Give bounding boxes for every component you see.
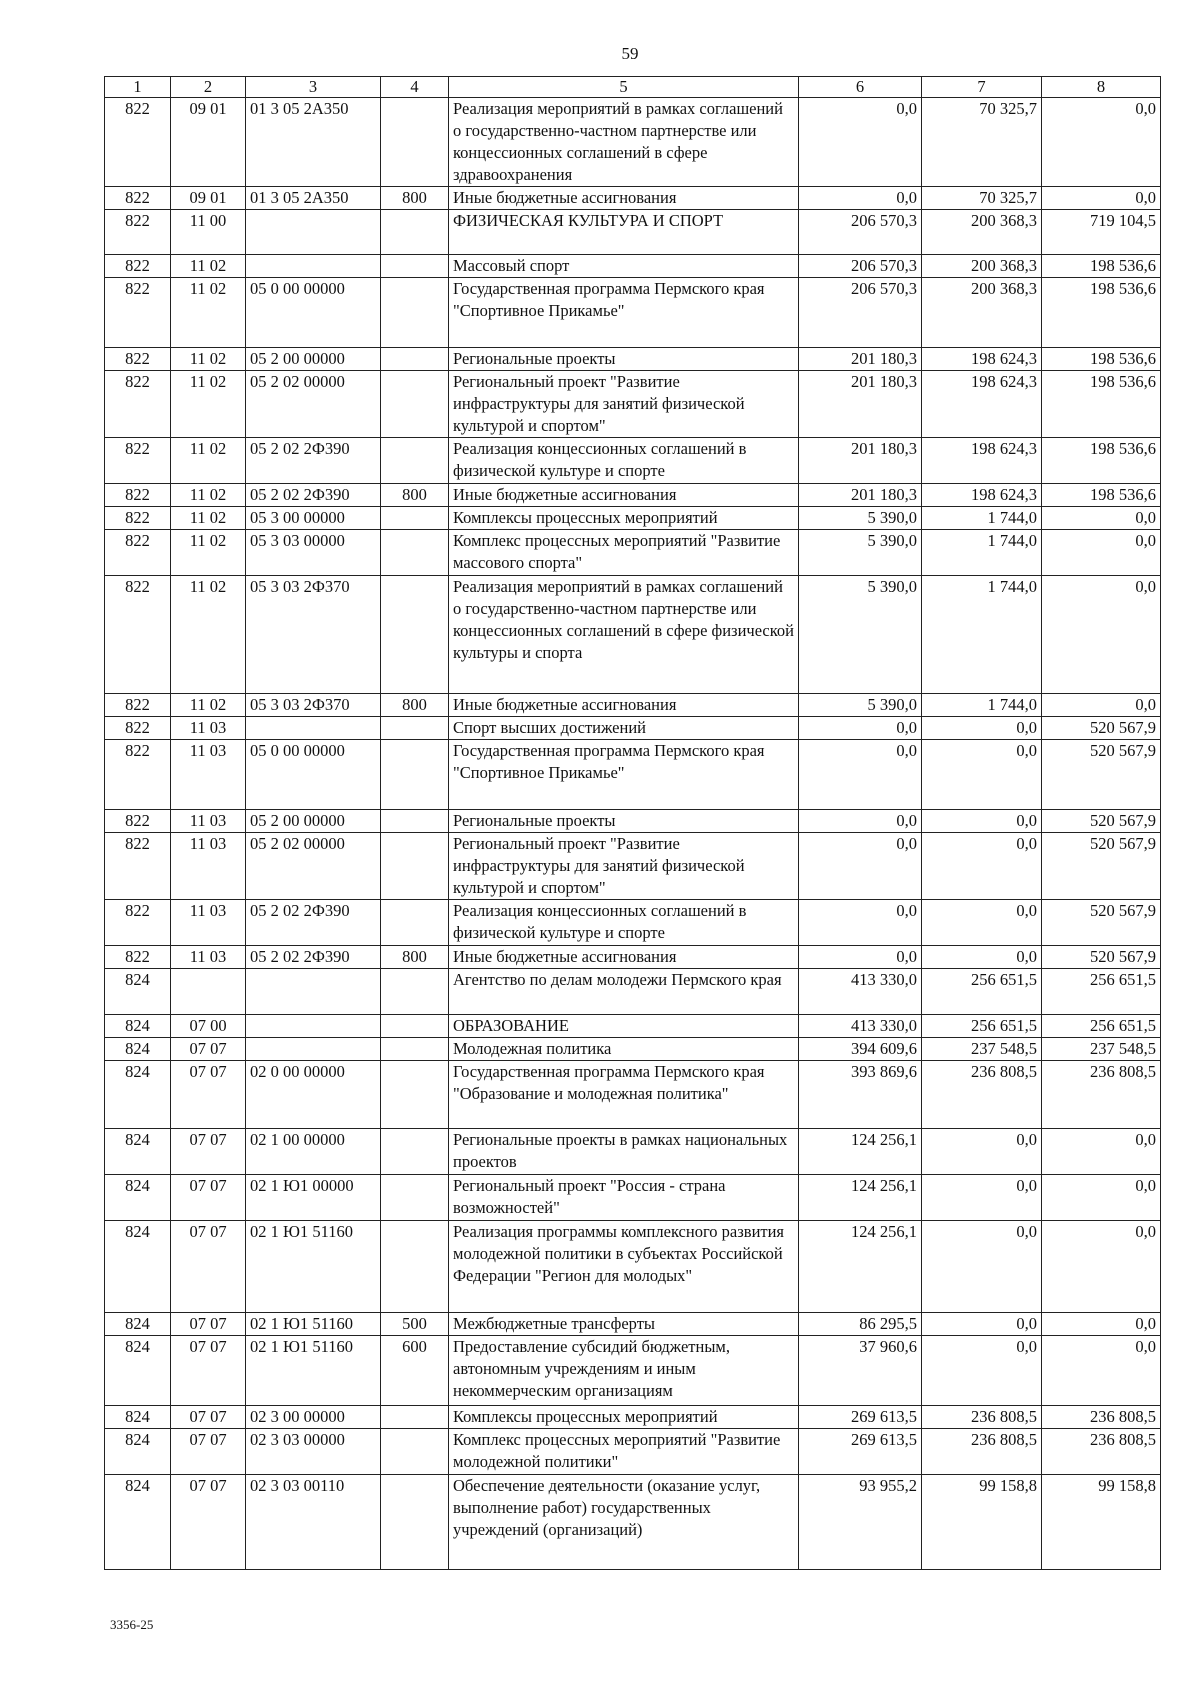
section-code-cell: 09 01 [171,187,246,210]
ministry-code-cell: 824 [105,1015,171,1038]
target-article-cell: 05 3 03 2Ф370 [246,576,381,694]
amount-col8-cell: 0,0 [1042,507,1161,530]
expense-type-cell [381,740,449,810]
amount-col7-cell: 198 624,3 [922,438,1042,484]
ministry-code-cell: 822 [105,900,171,946]
amount-col8-cell: 198 536,6 [1042,438,1161,484]
amount-col6-cell: 201 180,3 [799,438,922,484]
description-cell: Региональный проект "Развитие инфраструктуры для занятий физической культурой и спортом" [449,833,799,900]
column-header: 3 [246,77,381,98]
table-row [105,98,1161,187]
target-article-cell: 05 2 02 2Ф390 [246,946,381,969]
expense-type-cell [381,576,449,694]
column-header: 5 [449,77,799,98]
ministry-code-cell: 822 [105,576,171,694]
table-row [105,507,1161,530]
amount-col7-cell: 256 651,5 [922,969,1042,1015]
amount-col7-cell: 1 744,0 [922,530,1042,576]
amount-col7-cell: 0,0 [922,833,1042,900]
amount-col6-cell: 413 330,0 [799,1015,922,1038]
amount-col8-cell: 237 548,5 [1042,1038,1161,1061]
expense-type-cell [381,1406,449,1429]
expense-type-cell [381,1475,449,1570]
amount-col6-cell: 201 180,3 [799,348,922,371]
table-row [105,1406,1161,1429]
amount-col6-cell: 124 256,1 [799,1129,922,1175]
amount-col7-cell: 200 368,3 [922,255,1042,278]
amount-col7-cell: 1 744,0 [922,576,1042,694]
table-row [105,900,1161,946]
amount-col7-cell: 256 651,5 [922,1015,1042,1038]
table-row [105,833,1161,900]
amount-col6-cell: 0,0 [799,810,922,833]
section-code-cell: 11 02 [171,348,246,371]
target-article-cell [246,210,381,255]
description-cell: Государственная программа Пермского края "Спортивное Прикамье" [449,740,799,810]
section-code-cell: 11 02 [171,371,246,438]
expense-type-cell [381,371,449,438]
table-row [105,438,1161,484]
description-cell: Межбюджетные трансферты [449,1313,799,1336]
amount-col6-cell: 201 180,3 [799,484,922,507]
table-row [105,1475,1161,1570]
description-cell: Региональный проект "Развитие инфраструктуры для занятий физической культурой и спортом" [449,371,799,438]
ministry-code-cell: 822 [105,278,171,348]
target-article-cell: 05 2 02 00000 [246,833,381,900]
amount-col8-cell: 198 536,6 [1042,371,1161,438]
amount-col6-cell: 269 613,5 [799,1429,922,1475]
ministry-code-cell: 824 [105,1313,171,1336]
table-row [105,1221,1161,1313]
target-article-cell: 02 1 Ю1 51160 [246,1221,381,1313]
amount-col8-cell: 0,0 [1042,530,1161,576]
ministry-code-cell: 824 [105,1038,171,1061]
target-article-cell [246,1038,381,1061]
amount-col8-cell: 0,0 [1042,1313,1161,1336]
target-article-cell: 02 1 Ю1 51160 [246,1313,381,1336]
amount-col6-cell: 93 955,2 [799,1475,922,1570]
amount-col6-cell: 5 390,0 [799,530,922,576]
target-article-cell: 02 1 00 00000 [246,1129,381,1175]
expense-type-cell [381,810,449,833]
target-article-cell: 02 1 Ю1 51160 [246,1336,381,1406]
amount-col7-cell: 236 808,5 [922,1406,1042,1429]
amount-col8-cell: 99 158,8 [1042,1475,1161,1570]
expense-type-cell [381,438,449,484]
amount-col8-cell: 198 536,6 [1042,255,1161,278]
target-article-cell: 05 3 03 00000 [246,530,381,576]
description-cell: Реализация концессионных соглашений в физической культуре и спорте [449,900,799,946]
amount-col7-cell: 236 808,5 [922,1429,1042,1475]
amount-col7-cell: 70 325,7 [922,98,1042,187]
section-code-cell: 11 02 [171,278,246,348]
table-row [105,717,1161,740]
expense-type-cell [381,1129,449,1175]
ministry-code-cell: 822 [105,946,171,969]
table-body [105,98,1161,1570]
column-header: 1 [105,77,171,98]
amount-col8-cell: 256 651,5 [1042,1015,1161,1038]
target-article-cell: 02 3 00 00000 [246,1406,381,1429]
section-code-cell: 11 00 [171,210,246,255]
section-code-cell: 07 07 [171,1175,246,1221]
amount-col6-cell: 0,0 [799,187,922,210]
amount-col8-cell: 0,0 [1042,1129,1161,1175]
table-row [105,969,1161,1015]
column-header: 4 [381,77,449,98]
amount-col7-cell: 0,0 [922,900,1042,946]
ministry-code-cell: 822 [105,371,171,438]
description-cell: Комплекс процессных мероприятий "Развитие массового спорта" [449,530,799,576]
section-code-cell: 07 07 [171,1429,246,1475]
ministry-code-cell: 824 [105,1175,171,1221]
page-number: 59 [621,44,639,63]
footer-code: 3356-25 [110,1617,154,1632]
amount-col8-cell: 520 567,9 [1042,810,1161,833]
amount-col8-cell: 198 536,6 [1042,484,1161,507]
expense-type-cell [381,900,449,946]
target-article-cell: 05 2 02 2Ф390 [246,484,381,507]
section-code-cell: 07 07 [171,1336,246,1406]
description-cell: ОБРАЗОВАНИЕ [449,1015,799,1038]
amount-col7-cell: 198 624,3 [922,371,1042,438]
expense-type-cell [381,255,449,278]
amount-col8-cell: 0,0 [1042,1336,1161,1406]
table-row [105,576,1161,694]
amount-col8-cell: 520 567,9 [1042,740,1161,810]
amount-col6-cell: 394 609,6 [799,1038,922,1061]
description-cell: ФИЗИЧЕСКАЯ КУЛЬТУРА И СПОРТ [449,210,799,255]
description-cell: Реализация программы комплексного развития молодежной политики в субъектах Российской Федерации "Регион для молодых" [449,1221,799,1313]
description-cell: Агентство по делам молодежи Пермского края [449,969,799,1015]
target-article-cell [246,969,381,1015]
ministry-code-cell: 822 [105,348,171,371]
description-cell: Государственная программа Пермского края "Спортивное Прикамье" [449,278,799,348]
target-article-cell [246,1015,381,1038]
description-cell: Реализация концессионных соглашений в физической культуре и спорте [449,438,799,484]
section-code-cell: 11 02 [171,484,246,507]
amount-col7-cell: 1 744,0 [922,694,1042,717]
section-code-cell: 07 07 [171,1061,246,1129]
amount-col6-cell: 0,0 [799,946,922,969]
section-code-cell: 11 03 [171,717,246,740]
amount-col6-cell: 393 869,6 [799,1061,922,1129]
section-code-cell: 07 07 [171,1129,246,1175]
column-header: 8 [1042,77,1161,98]
target-article-cell: 02 1 Ю1 00000 [246,1175,381,1221]
amount-col6-cell: 206 570,3 [799,210,922,255]
amount-col7-cell: 0,0 [922,1221,1042,1313]
amount-col6-cell: 86 295,5 [799,1313,922,1336]
table-row [105,1015,1161,1038]
ministry-code-cell: 822 [105,740,171,810]
amount-col8-cell: 520 567,9 [1042,833,1161,900]
table-row [105,210,1161,255]
description-cell: Иные бюджетные ассигнования [449,484,799,507]
column-header: 6 [799,77,922,98]
amount-col6-cell: 37 960,6 [799,1336,922,1406]
expense-type-cell [381,1038,449,1061]
expense-type-cell [381,1429,449,1475]
amount-col6-cell: 124 256,1 [799,1175,922,1221]
table-row [105,530,1161,576]
target-article-cell: 05 2 00 00000 [246,810,381,833]
amount-col8-cell: 719 104,5 [1042,210,1161,255]
ministry-code-cell: 822 [105,694,171,717]
amount-col8-cell: 198 536,6 [1042,278,1161,348]
amount-col7-cell: 70 325,7 [922,187,1042,210]
ministry-code-cell: 824 [105,1406,171,1429]
expense-type-cell [381,717,449,740]
table-row [105,1313,1161,1336]
section-code-cell: 11 03 [171,810,246,833]
amount-col7-cell: 237 548,5 [922,1038,1042,1061]
section-code-cell: 11 03 [171,946,246,969]
amount-col7-cell: 0,0 [922,1129,1042,1175]
amount-col8-cell: 0,0 [1042,576,1161,694]
ministry-code-cell: 822 [105,187,171,210]
target-article-cell [246,717,381,740]
description-cell: Региональные проекты [449,810,799,833]
amount-col7-cell: 198 624,3 [922,484,1042,507]
target-article-cell [246,255,381,278]
amount-col7-cell: 0,0 [922,946,1042,969]
section-code-cell: 07 07 [171,1313,246,1336]
ministry-code-cell: 822 [105,210,171,255]
amount-col8-cell: 198 536,6 [1042,348,1161,371]
description-cell: Молодежная политика [449,1038,799,1061]
amount-col6-cell: 201 180,3 [799,371,922,438]
amount-col8-cell: 0,0 [1042,98,1161,187]
expense-type-cell [381,278,449,348]
table-row [105,1336,1161,1406]
expense-type-cell: 800 [381,484,449,507]
expense-type-cell [381,348,449,371]
amount-col7-cell: 0,0 [922,1175,1042,1221]
amount-col7-cell: 0,0 [922,1336,1042,1406]
target-article-cell: 02 0 00 00000 [246,1061,381,1129]
amount-col8-cell: 236 808,5 [1042,1061,1161,1129]
ministry-code-cell: 822 [105,833,171,900]
section-code-cell: 11 03 [171,740,246,810]
expense-type-cell: 500 [381,1313,449,1336]
amount-col8-cell: 236 808,5 [1042,1429,1161,1475]
target-article-cell: 02 3 03 00000 [246,1429,381,1475]
amount-col7-cell: 0,0 [922,740,1042,810]
table-row [105,1038,1161,1061]
section-code-cell: 11 02 [171,438,246,484]
section-code-cell: 07 07 [171,1406,246,1429]
description-cell: Иные бюджетные ассигнования [449,187,799,210]
target-article-cell: 05 2 00 00000 [246,348,381,371]
ministry-code-cell: 822 [105,438,171,484]
ministry-code-cell: 822 [105,530,171,576]
description-cell: Комплекс процессных мероприятий "Развитие молодежной политики" [449,1429,799,1475]
amount-col8-cell: 520 567,9 [1042,946,1161,969]
expense-type-cell: 800 [381,187,449,210]
target-article-cell: 05 3 03 2Ф370 [246,694,381,717]
section-code-cell [171,969,246,1015]
description-cell: Иные бюджетные ассигнования [449,946,799,969]
amount-col7-cell: 198 624,3 [922,348,1042,371]
ministry-code-cell: 822 [105,507,171,530]
section-code-cell: 11 03 [171,900,246,946]
amount-col7-cell: 200 368,3 [922,210,1042,255]
amount-col7-cell: 0,0 [922,1313,1042,1336]
expense-type-cell [381,210,449,255]
target-article-cell: 05 2 02 00000 [246,371,381,438]
ministry-code-cell: 824 [105,1429,171,1475]
amount-col8-cell: 520 567,9 [1042,900,1161,946]
table-row [105,810,1161,833]
amount-col7-cell: 1 744,0 [922,507,1042,530]
expense-type-cell [381,833,449,900]
amount-col6-cell: 0,0 [799,717,922,740]
amount-col6-cell: 124 256,1 [799,1221,922,1313]
ministry-code-cell: 822 [105,484,171,507]
ministry-code-cell: 822 [105,98,171,187]
amount-col8-cell: 236 808,5 [1042,1406,1161,1429]
target-article-cell: 05 2 02 2Ф390 [246,438,381,484]
expense-type-cell [381,1061,449,1129]
header-row [105,77,1161,98]
section-code-cell: 11 02 [171,694,246,717]
description-cell: Спорт высших достижений [449,717,799,740]
amount-col6-cell: 269 613,5 [799,1406,922,1429]
section-code-cell: 11 02 [171,255,246,278]
amount-col7-cell: 200 368,3 [922,278,1042,348]
table-row [105,484,1161,507]
table-row [105,1175,1161,1221]
description-cell: Массовый спорт [449,255,799,278]
amount-col6-cell: 5 390,0 [799,507,922,530]
amount-col6-cell: 0,0 [799,98,922,187]
amount-col7-cell: 236 808,5 [922,1061,1042,1129]
section-code-cell: 07 00 [171,1015,246,1038]
expense-type-cell: 800 [381,694,449,717]
description-cell: Комплексы процессных мероприятий [449,507,799,530]
amount-col8-cell: 0,0 [1042,694,1161,717]
ministry-code-cell: 822 [105,717,171,740]
target-article-cell: 05 0 00 00000 [246,278,381,348]
description-cell: Реализация мероприятий в рамках соглашений о государственно-частном партнерстве или концессионных соглашений в сфере здравоохранения [449,98,799,187]
section-code-cell: 07 07 [171,1038,246,1061]
amount-col8-cell: 0,0 [1042,1175,1161,1221]
section-code-cell: 07 07 [171,1221,246,1313]
section-code-cell: 11 02 [171,576,246,694]
table-row [105,1061,1161,1129]
column-header: 2 [171,77,246,98]
amount-col6-cell: 0,0 [799,900,922,946]
target-article-cell: 05 0 00 00000 [246,740,381,810]
ministry-code-cell: 824 [105,1336,171,1406]
description-cell: Государственная программа Пермского края "Образование и молодежная политика" [449,1061,799,1129]
table-row [105,187,1161,210]
amount-col6-cell: 5 390,0 [799,576,922,694]
expense-type-cell [381,1015,449,1038]
section-code-cell: 11 02 [171,507,246,530]
expense-type-cell: 600 [381,1336,449,1406]
column-header: 7 [922,77,1042,98]
ministry-code-cell: 824 [105,1221,171,1313]
amount-col8-cell: 520 567,9 [1042,717,1161,740]
ministry-code-cell: 824 [105,1129,171,1175]
description-cell: Региональные проекты [449,348,799,371]
expense-type-cell [381,507,449,530]
section-code-cell: 11 02 [171,530,246,576]
table-row [105,694,1161,717]
expense-type-cell [381,1221,449,1313]
table-row [105,255,1161,278]
section-code-cell: 07 07 [171,1475,246,1570]
table-row [105,946,1161,969]
ministry-code-cell: 824 [105,1061,171,1129]
description-cell: Комплексы процессных мероприятий [449,1406,799,1429]
table-row [105,348,1161,371]
description-cell: Реализация мероприятий в рамках соглашений о государственно-частном партнерстве или концессионных соглашений в сфере физической культуры и спорта [449,576,799,694]
target-article-cell: 05 2 02 2Ф390 [246,900,381,946]
ministry-code-cell: 824 [105,1475,171,1570]
section-code-cell: 11 03 [171,833,246,900]
description-cell: Предоставление субсидий бюджетным, автономным учреждениям и иным некоммерческим организациям [449,1336,799,1406]
table-row [105,371,1161,438]
expense-type-cell [381,98,449,187]
table-row [105,740,1161,810]
amount-col6-cell: 206 570,3 [799,278,922,348]
ministry-code-cell: 822 [105,255,171,278]
amount-col7-cell: 0,0 [922,717,1042,740]
amount-col6-cell: 206 570,3 [799,255,922,278]
budget-table [104,76,1161,1570]
amount-col7-cell: 0,0 [922,810,1042,833]
amount-col7-cell: 99 158,8 [922,1475,1042,1570]
description-cell: Региональный проект "Россия - страна возможностей" [449,1175,799,1221]
target-article-cell: 02 3 03 00110 [246,1475,381,1570]
section-code-cell: 09 01 [171,98,246,187]
amount-col8-cell: 256 651,5 [1042,969,1161,1015]
amount-col6-cell: 0,0 [799,740,922,810]
amount-col6-cell: 413 330,0 [799,969,922,1015]
amount-col8-cell: 0,0 [1042,187,1161,210]
ministry-code-cell: 822 [105,810,171,833]
expense-type-cell [381,969,449,1015]
expense-type-cell [381,1175,449,1221]
target-article-cell: 01 3 05 2А350 [246,187,381,210]
table-row [105,1129,1161,1175]
expense-type-cell [381,530,449,576]
target-article-cell: 01 3 05 2А350 [246,98,381,187]
table-row [105,1429,1161,1475]
target-article-cell: 05 3 00 00000 [246,507,381,530]
amount-col6-cell: 5 390,0 [799,694,922,717]
expense-type-cell: 800 [381,946,449,969]
table-row [105,278,1161,348]
description-cell: Региональные проекты в рамках национальных проектов [449,1129,799,1175]
amount-col8-cell: 0,0 [1042,1221,1161,1313]
ministry-code-cell: 824 [105,969,171,1015]
description-cell: Иные бюджетные ассигнования [449,694,799,717]
description-cell: Обеспечение деятельности (оказание услуг, выполнение работ) государственных учреждений (организаций) [449,1475,799,1570]
amount-col6-cell: 0,0 [799,833,922,900]
